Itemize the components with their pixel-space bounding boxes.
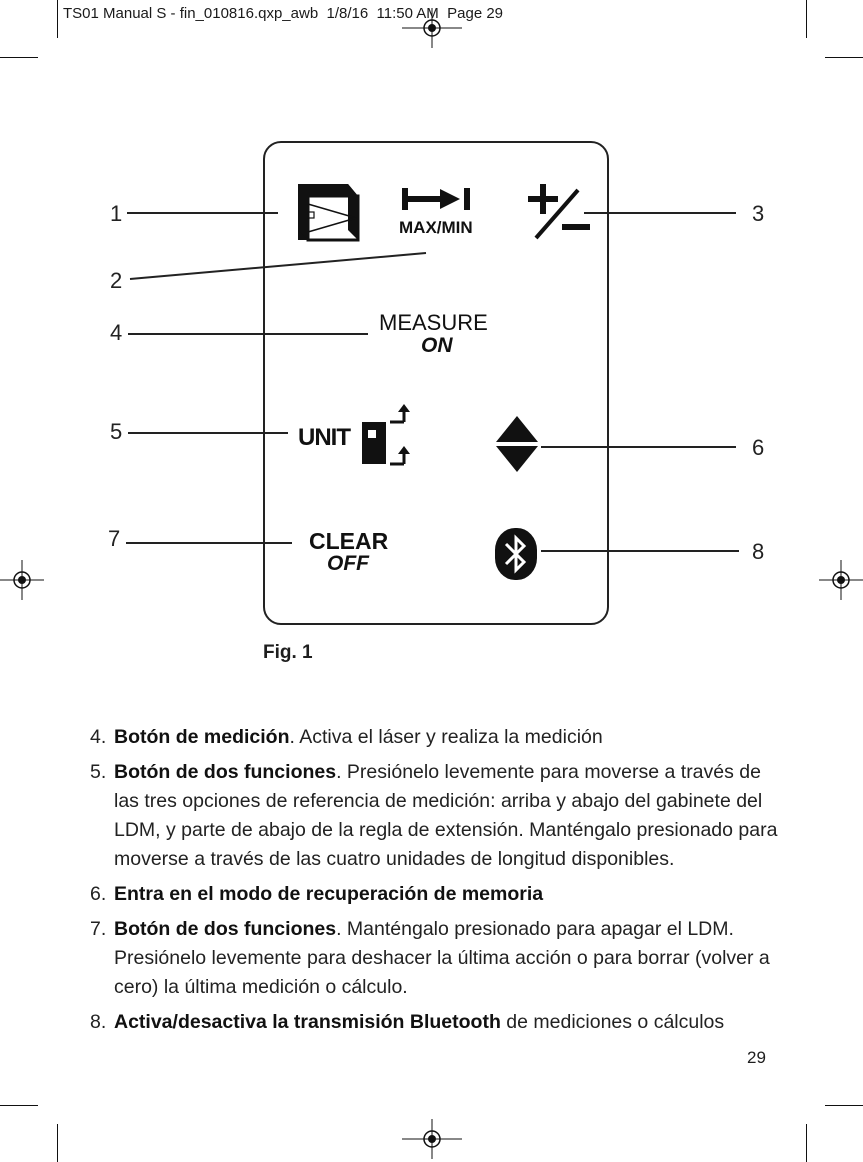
callout-number: 8: [752, 539, 765, 564]
item-number: 4.: [90, 726, 107, 748]
callout-number: 4: [110, 320, 123, 345]
list-item: [90, 1008, 790, 1037]
item-number: 8.: [90, 1011, 107, 1033]
page-number: 29: [747, 1048, 766, 1067]
item-title: Botón de dos funciones: [114, 918, 337, 940]
feature-description-list: [90, 723, 790, 1043]
crop-mark: [0, 57, 38, 58]
item-text: . Activa el láser y realiza la medición: [289, 726, 603, 748]
max-min-icon[interactable]: [400, 186, 474, 212]
item-text: . Presiónelo levemente para moverse a través de las tres opciones de referencia de medición: arriba y abajo del gabinete del LDM, y parte de abajo de la regla de extensión. Manténgalo presionado para moverse a través de las cuatro unidades de longitud disponibles.: [114, 761, 778, 870]
callout-line: [541, 446, 736, 448]
max-min-label: MAX/MIN: [399, 218, 473, 237]
callout-number: 6: [752, 435, 765, 460]
item-number: 5.: [90, 761, 107, 783]
unit-label[interactable]: UNIT: [298, 424, 350, 451]
list-item: [90, 880, 790, 909]
item-title: Botón de medición: [114, 726, 290, 748]
off-label: OFF: [327, 552, 369, 575]
crop-mark: [0, 1105, 38, 1106]
list-item: [90, 758, 790, 874]
registration-mark-icon: [0, 560, 44, 600]
unit-reference-icon: [360, 404, 410, 468]
callout-line: [584, 212, 736, 214]
callout-line: [126, 542, 292, 544]
item-title: Activa/desactiva la transmisión Bluetooth: [114, 1011, 501, 1033]
callout-number: 1: [110, 201, 123, 226]
measurement-reference-icon[interactable]: [292, 182, 364, 244]
crop-mark: [825, 57, 863, 58]
callout-line: [128, 432, 288, 434]
item-title: Entra en el modo de recuperación de memoria: [114, 883, 544, 905]
callout-line: [541, 550, 739, 552]
registration-mark-icon: [819, 560, 863, 600]
item-text: . Manténgalo presionado para apagar el LDM. Presiónelo levemente para deshacer la última acción o para borrar (volver a cero) la última medición o cálculo.: [114, 918, 770, 998]
item-text: de mediciones o cálculos: [500, 1011, 725, 1033]
registration-mark-icon: [402, 1119, 462, 1159]
plus-minus-icon[interactable]: [526, 180, 592, 242]
callout-number: 7: [108, 526, 121, 551]
item-number: 6.: [90, 883, 107, 905]
list-item: [90, 723, 790, 752]
crop-mark: [825, 1105, 863, 1106]
on-label: ON: [421, 334, 453, 357]
measure-label[interactable]: MEASURE: [379, 310, 488, 335]
figure-caption: Fig. 1: [263, 642, 313, 663]
bluetooth-icon[interactable]: [495, 528, 537, 580]
callout-number: 3: [752, 201, 765, 226]
registration-mark-icon: [402, 8, 462, 48]
item-number: 7.: [90, 918, 107, 940]
callout-number: 5: [110, 419, 123, 444]
callout-line: [127, 212, 278, 214]
callout-line: [128, 333, 368, 335]
crop-mark: [806, 0, 807, 38]
crop-mark: [806, 1124, 807, 1162]
list-item: [90, 915, 790, 1002]
callout-number: 2: [110, 268, 123, 293]
memory-recall-icon[interactable]: [496, 416, 538, 472]
callout-line: [128, 248, 428, 284]
print-slug-header: TS01 Manual S - fin_010816.qxp_awb 1/8/16 11:50 AM Page 29: [63, 5, 504, 22]
crop-mark: [57, 0, 58, 38]
item-title: Botón de dos funciones: [114, 761, 337, 783]
crop-mark: [57, 1124, 58, 1162]
clear-label[interactable]: CLEAR: [309, 528, 389, 554]
